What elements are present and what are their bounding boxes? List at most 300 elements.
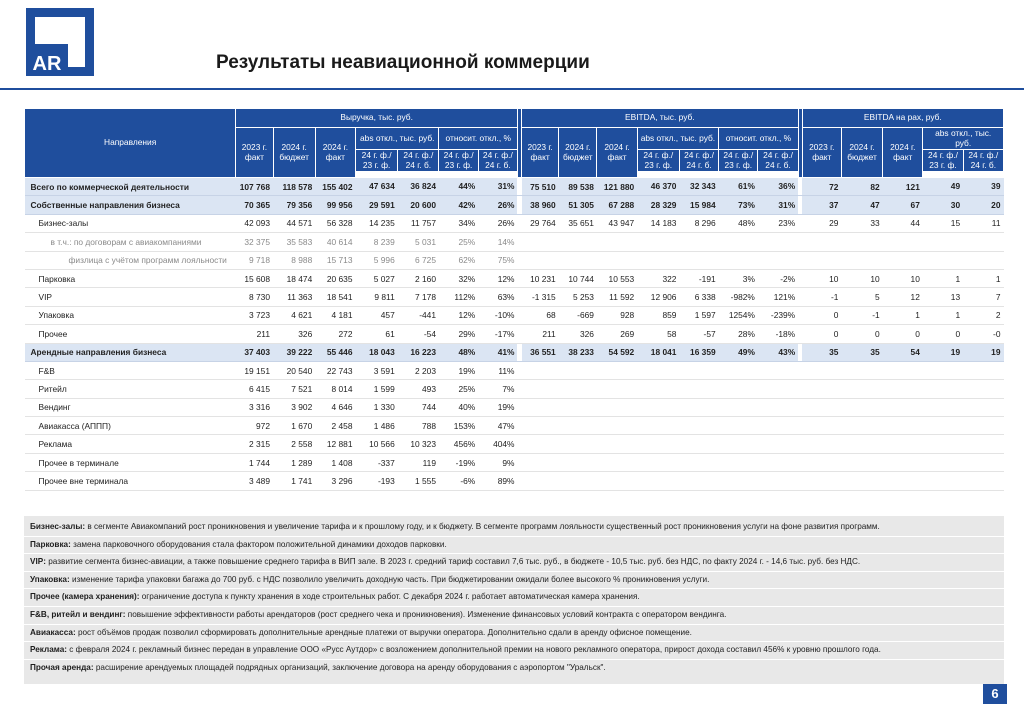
header-rev-2023-fact: 2023 г. факт	[236, 128, 273, 178]
ebitda-cell: 14 183	[637, 214, 679, 232]
rev-cell: 48%	[439, 343, 478, 361]
ebitda-cell	[719, 380, 758, 398]
rev-cell: 39 222	[273, 343, 315, 361]
pax-cell	[923, 380, 963, 398]
header-direction: Направления	[25, 109, 236, 178]
row-label: Бизнес-залы	[25, 214, 236, 232]
ebitda-cell	[758, 435, 798, 453]
pax-cell: -0	[963, 325, 1003, 343]
rev-cell: 107 768	[236, 178, 273, 196]
pax-cell: 10	[802, 269, 841, 287]
table-row	[25, 288, 1004, 306]
pax-cell: 11	[963, 214, 1003, 232]
commentary-text: в сегменте Авиакомпаний рост проникновения и увеличение тарифа и к прошлому году, и к бюджету. В сегменте программ лояльности существенный рост проникновения услуги на фоне развития программ.	[85, 522, 880, 531]
ebitda-cell	[597, 453, 637, 471]
ebitda-cell	[637, 361, 679, 379]
rev-cell: 31%	[478, 178, 517, 196]
rev-cell: 11%	[478, 361, 517, 379]
header-rev-sub-vs-2023: 24 г. ф./ 23 г. ф.	[355, 150, 397, 172]
rev-cell: -441	[398, 306, 439, 324]
ebitda-cell: 51 305	[559, 196, 597, 214]
ebitda-cell	[758, 251, 798, 269]
ebitda-cell: 322	[637, 269, 679, 287]
rev-cell: 118 578	[273, 178, 315, 196]
pax-cell: 20	[963, 196, 1003, 214]
rev-cell: 18 043	[355, 343, 397, 361]
ebitda-cell	[522, 380, 559, 398]
commentary-text: развитие сегмента бизнес-авиации, а также повышение среднего тарифа в ВИП зале. В 2023 г. средний тариф составил 7,6 тыс. руб., в бюджете - 10,5 тыс. руб. без НДС, по факту 2024 г. - 14,6 тыс. руб. без НДС.	[45, 557, 861, 567]
rev-cell: 456%	[439, 435, 478, 453]
pax-cell	[963, 251, 1003, 269]
pax-cell	[923, 417, 963, 435]
table-row	[25, 417, 1004, 435]
rev-cell: 1 408	[315, 453, 355, 471]
rev-cell: 404%	[478, 435, 517, 453]
header-rev-rel-dev: относит. откл., %	[439, 128, 518, 150]
row-label: Упаковка	[25, 306, 236, 324]
ebitda-cell	[679, 472, 718, 490]
ebitda-cell: 28%	[719, 325, 758, 343]
rev-cell: 20 540	[273, 361, 315, 379]
header-pax-2024-budget: 2024 г. бюджет	[841, 128, 882, 178]
ebitda-cell: 928	[597, 306, 637, 324]
ebitda-cell: 10 231	[522, 269, 559, 287]
rev-cell: 34%	[439, 214, 478, 232]
commentary-label: Бизнес-залы:	[30, 522, 86, 531]
ebitda-cell	[637, 251, 679, 269]
commentary-line	[30, 557, 860, 566]
rev-cell: 41%	[478, 343, 517, 361]
ebitda-cell: 1 597	[679, 306, 718, 324]
header-ebitda-2024-budget: 2024 г. бюджет	[559, 128, 597, 178]
row-label: F&B	[25, 361, 236, 379]
pax-cell: 13	[923, 288, 963, 306]
pax-cell	[841, 472, 882, 490]
ebitda-cell	[597, 435, 637, 453]
pax-cell	[923, 361, 963, 379]
rev-cell: 2 315	[236, 435, 273, 453]
ebitda-cell	[637, 233, 679, 251]
pax-cell	[883, 398, 923, 416]
ebitda-cell: -1 315	[522, 288, 559, 306]
ebitda-cell	[719, 361, 758, 379]
ebitda-cell	[758, 361, 798, 379]
pax-cell	[802, 251, 841, 269]
table-row	[25, 306, 1004, 324]
rev-cell: 40 614	[315, 233, 355, 251]
ebitda-cell	[679, 361, 718, 379]
header-rev-rel-vs-budget: 24 г. ф./ 24 г. б.	[478, 150, 517, 172]
commentary-text: изменение тарифа упаковки багажа до 700 руб. с НДС позволило увеличить доходную часть. При бюджетировании ожидали более высокого % проникновения услуги.	[69, 574, 710, 584]
pax-cell	[841, 398, 882, 416]
rev-cell: 5 027	[355, 269, 397, 287]
rev-cell: 62%	[439, 251, 478, 269]
rev-cell: 20 600	[398, 196, 439, 214]
header-rev-abs-dev: abs откл., тыс. руб.	[355, 128, 439, 150]
pax-cell: 0	[883, 325, 923, 343]
pax-cell	[802, 380, 841, 398]
ebitda-cell: 121%	[758, 288, 798, 306]
header-pax-sub-vs-budget: 24 г. ф./ 24 г. б.	[963, 150, 1003, 172]
rev-cell: 20 635	[315, 269, 355, 287]
ebitda-cell	[758, 472, 798, 490]
ebitda-cell: 89 538	[559, 178, 597, 196]
ebitda-cell: 75 510	[522, 178, 559, 196]
rev-cell: 47%	[478, 417, 517, 435]
pax-cell	[883, 361, 923, 379]
header-ebitda-abs-dev: abs откл., тыс. руб.	[637, 128, 718, 150]
ebitda-cell	[679, 251, 718, 269]
rev-cell: 7 178	[398, 288, 439, 306]
ebitda-cell: 859	[637, 306, 679, 324]
rev-cell: 29 591	[355, 196, 397, 214]
company-logo	[26, 8, 94, 76]
ebitda-cell: 43%	[758, 343, 798, 361]
table-row	[25, 325, 1004, 343]
rev-cell: 8 014	[315, 380, 355, 398]
ebitda-cell: 23%	[758, 214, 798, 232]
pax-cell: 2	[963, 306, 1003, 324]
ebitda-cell: 48%	[719, 214, 758, 232]
results-table-container	[24, 108, 1004, 512]
rev-cell: 1 670	[273, 417, 315, 435]
header-ebitda-group: EBITDA, тыс. руб.	[522, 109, 799, 128]
header-pax-sub-vs-2023: 24 г. ф./ 23 г. ф.	[923, 150, 963, 172]
rev-cell: 9%	[478, 453, 517, 471]
rev-cell: 2 160	[398, 269, 439, 287]
rev-cell: 153%	[439, 417, 478, 435]
row-label: VIP	[25, 288, 236, 306]
ebitda-cell	[679, 233, 718, 251]
rev-cell: 63%	[478, 288, 517, 306]
ebitda-cell: 38 960	[522, 196, 559, 214]
rev-cell: 10 323	[398, 435, 439, 453]
rev-cell: 8 730	[236, 288, 273, 306]
pax-cell: 10	[883, 269, 923, 287]
pax-cell	[923, 233, 963, 251]
rev-cell: 42%	[439, 196, 478, 214]
ebitda-cell	[637, 453, 679, 471]
rev-cell: 19 151	[236, 361, 273, 379]
row-label: Прочее в терминале	[25, 453, 236, 471]
ebitda-cell: 326	[559, 325, 597, 343]
ebitda-cell	[637, 380, 679, 398]
pax-cell	[923, 472, 963, 490]
rev-cell: 8 239	[355, 233, 397, 251]
header-rev-2024-fact: 2024 г. факт	[315, 128, 355, 178]
rev-cell: 36 824	[398, 178, 439, 196]
rev-cell: 16 223	[398, 343, 439, 361]
ebitda-cell: 8 296	[679, 214, 718, 232]
commentary-label: Упаковка:	[30, 574, 70, 584]
pax-cell	[963, 453, 1003, 471]
ebitda-cell	[679, 417, 718, 435]
pax-cell	[963, 398, 1003, 416]
ebitda-cell	[719, 398, 758, 416]
ebitda-cell	[522, 453, 559, 471]
rev-cell: 457	[355, 306, 397, 324]
ebitda-cell	[597, 233, 637, 251]
rev-cell: 89%	[478, 472, 517, 490]
rev-cell: -337	[355, 453, 397, 471]
rev-cell: 15 713	[315, 251, 355, 269]
ebitda-cell	[719, 251, 758, 269]
pax-cell	[802, 361, 841, 379]
page-title: Результаты неавиационной коммерции	[216, 52, 590, 73]
ebitda-cell: 1254%	[719, 306, 758, 324]
ebitda-cell: -191	[679, 269, 718, 287]
rev-cell: 4 621	[273, 306, 315, 324]
pax-cell: 33	[841, 214, 882, 232]
pax-cell	[802, 417, 841, 435]
ebitda-cell	[637, 472, 679, 490]
ebitda-cell	[559, 398, 597, 416]
rev-cell: -19%	[439, 453, 478, 471]
rev-cell: 493	[398, 380, 439, 398]
table-row	[25, 251, 1004, 269]
commentary-text: замена парковочного оборудования стала фактором положительной динамики доходов парковки.	[70, 539, 447, 549]
rev-cell: 972	[236, 417, 273, 435]
row-label: Вендинг	[25, 398, 236, 416]
table-row	[25, 178, 1004, 196]
commentary-label: Прочее (камера хранения):	[30, 592, 140, 602]
rev-cell: 788	[398, 417, 439, 435]
commentary-text: рост объёмов продаж позволил сформировать дополнительные арендные платежи от выручки оператора. Дополнительно сдали в аренду офисное помещение.	[75, 627, 692, 637]
ebitda-cell	[522, 398, 559, 416]
ebitda-cell	[719, 472, 758, 490]
pax-cell: 10	[841, 269, 882, 287]
ebitda-cell	[522, 233, 559, 251]
rev-cell: 5 031	[398, 233, 439, 251]
commentary-text: повышение эффективности работы арендаторов (рост среднего чека и проникновения). Изменение финансовых условий контракта с оператором вендинга.	[125, 610, 727, 619]
ebitda-cell: 15 984	[679, 196, 718, 214]
rev-cell: -10%	[478, 306, 517, 324]
pax-cell: 39	[963, 178, 1003, 196]
pax-cell	[923, 435, 963, 453]
pax-cell	[802, 398, 841, 416]
pax-cell	[802, 435, 841, 453]
pax-cell: 0	[841, 325, 882, 343]
rev-cell: 25%	[439, 233, 478, 251]
rev-cell: 25%	[439, 380, 478, 398]
ebitda-cell	[758, 453, 798, 471]
ebitda-cell	[719, 233, 758, 251]
pax-cell	[841, 453, 882, 471]
header-ebitda-rel-vs-budget: 24 г. ф./ 24 г. б.	[758, 150, 798, 172]
ebitda-cell	[637, 417, 679, 435]
rev-cell: 26%	[478, 196, 517, 214]
rev-cell: 2 558	[273, 435, 315, 453]
rev-cell: 10 566	[355, 435, 397, 453]
ebitda-cell	[719, 435, 758, 453]
ebitda-cell: 61%	[719, 178, 758, 196]
pax-cell: 12	[883, 288, 923, 306]
table-row	[25, 361, 1004, 379]
row-label: Прочее вне терминала	[25, 472, 236, 490]
rev-cell: 56 328	[315, 214, 355, 232]
header-pax-abs-dev: abs откл., тыс. руб.	[923, 128, 1004, 150]
ebitda-cell	[719, 417, 758, 435]
logo-text: AR	[32, 53, 62, 75]
commentary-line	[30, 522, 880, 531]
ebitda-cell: 269	[597, 325, 637, 343]
rev-cell: 42 093	[236, 214, 273, 232]
ebitda-cell	[597, 380, 637, 398]
ebitda-cell	[679, 453, 718, 471]
rev-cell: 2 458	[315, 417, 355, 435]
commentary-panel	[24, 516, 1004, 684]
pax-cell: 29	[802, 214, 841, 232]
commentary-label: Реклама:	[30, 645, 67, 655]
commentary-line	[30, 645, 881, 654]
ebitda-cell: 5 253	[559, 288, 597, 306]
pax-cell	[802, 453, 841, 471]
ebitda-cell	[597, 472, 637, 490]
rev-cell: -193	[355, 472, 397, 490]
rev-cell: 61	[355, 325, 397, 343]
ebitda-cell	[559, 453, 597, 471]
rev-cell: 22 743	[315, 361, 355, 379]
header-ebitda-2024-fact: 2024 г. факт	[597, 128, 637, 178]
commentary-line	[30, 610, 726, 619]
ebitda-cell	[522, 472, 559, 490]
ebitda-cell: 54 592	[597, 343, 637, 361]
rev-cell: 18 541	[315, 288, 355, 306]
pax-cell: 7	[963, 288, 1003, 306]
ebitda-cell	[559, 233, 597, 251]
rev-cell: 32 375	[236, 233, 273, 251]
rev-cell: 44%	[439, 178, 478, 196]
row-label: Авиакасса (АППП)	[25, 417, 236, 435]
pax-cell	[883, 233, 923, 251]
rev-cell: 19%	[439, 361, 478, 379]
ebitda-cell	[758, 233, 798, 251]
commentary-label: Прочая аренда:	[30, 662, 94, 672]
rev-cell: -54	[398, 325, 439, 343]
rev-cell: 35 583	[273, 233, 315, 251]
pax-cell	[883, 435, 923, 453]
pax-cell: 35	[841, 343, 882, 361]
row-label: Арендные направления бизнеса	[25, 343, 236, 361]
table-row	[25, 214, 1004, 232]
pax-cell	[963, 233, 1003, 251]
ebitda-cell: 121 880	[597, 178, 637, 196]
rev-cell: 40%	[439, 398, 478, 416]
ebitda-cell	[559, 435, 597, 453]
rev-cell: 99 956	[315, 196, 355, 214]
pax-cell: 72	[802, 178, 841, 196]
pax-cell	[883, 453, 923, 471]
rev-cell: 272	[315, 325, 355, 343]
ebitda-cell: 38 233	[559, 343, 597, 361]
rev-cell: 12%	[439, 306, 478, 324]
pax-cell: 19	[963, 343, 1003, 361]
rev-cell: -6%	[439, 472, 478, 490]
pax-cell	[802, 233, 841, 251]
rev-cell: 1 486	[355, 417, 397, 435]
ebitda-cell	[522, 361, 559, 379]
rev-cell: 8 988	[273, 251, 315, 269]
rev-cell: 7 521	[273, 380, 315, 398]
row-label: физлица с учётом программ лояльности	[25, 251, 236, 269]
pax-cell	[802, 472, 841, 490]
row-label: в т.ч.: по договорам с авиакомпаниями	[25, 233, 236, 251]
rev-cell: 744	[398, 398, 439, 416]
table-row	[25, 196, 1004, 214]
ebitda-cell	[597, 361, 637, 379]
pax-cell	[963, 361, 1003, 379]
pax-cell	[923, 251, 963, 269]
header-pax-2024-fact: 2024 г. факт	[883, 128, 923, 178]
table-row	[25, 380, 1004, 398]
rev-cell: 12%	[478, 269, 517, 287]
ebitda-cell	[719, 453, 758, 471]
ebitda-cell	[559, 361, 597, 379]
ebitda-cell: 32 343	[679, 178, 718, 196]
rev-cell: 7%	[478, 380, 517, 398]
commentary-text: с февраля 2024 г. рекламный бизнес передан в управление ООО «Русс Аутдор» с возложением дополнительной премии на нового рекламного оператора, прирост дохода составил 456% к уровню прошлого года.	[67, 645, 881, 655]
ebitda-cell: 58	[637, 325, 679, 343]
ebitda-cell: 3%	[719, 269, 758, 287]
pax-cell: -1	[802, 288, 841, 306]
pax-cell: 0	[923, 325, 963, 343]
rev-cell: 3 591	[355, 361, 397, 379]
ebitda-cell: 29 764	[522, 214, 559, 232]
results-table	[24, 108, 1004, 491]
rev-cell: 155 402	[315, 178, 355, 196]
commentary-label: F&B, ритейл и вендинг:	[30, 610, 126, 619]
rev-cell: 1 555	[398, 472, 439, 490]
rev-cell: 29%	[439, 325, 478, 343]
rev-cell: 5 996	[355, 251, 397, 269]
ebitda-cell: -2%	[758, 269, 798, 287]
header-revenue-group: Выручка, тыс. руб.	[236, 109, 518, 128]
pax-cell: 1	[923, 269, 963, 287]
header-rev-sub-vs-budget: 24 г. ф./ 24 г. б.	[398, 150, 439, 172]
rev-cell: 2 203	[398, 361, 439, 379]
ebitda-cell	[637, 398, 679, 416]
ebitda-cell: 11 592	[597, 288, 637, 306]
table-row	[25, 233, 1004, 251]
pax-cell	[963, 417, 1003, 435]
pax-cell	[883, 417, 923, 435]
ebitda-cell: 36 551	[522, 343, 559, 361]
ebitda-cell: 31%	[758, 196, 798, 214]
pax-cell: 54	[883, 343, 923, 361]
table-row	[25, 343, 1004, 361]
commentary-line	[30, 592, 640, 601]
rev-cell: 19%	[478, 398, 517, 416]
rev-cell: 326	[273, 325, 315, 343]
row-label: Ритейл	[25, 380, 236, 398]
rev-cell: 11 757	[398, 214, 439, 232]
ebitda-cell	[559, 380, 597, 398]
page-number: 6	[983, 684, 1007, 704]
table-row	[25, 435, 1004, 453]
pax-cell	[841, 380, 882, 398]
ebitda-cell: -239%	[758, 306, 798, 324]
pax-cell: 44	[883, 214, 923, 232]
pax-cell: 49	[923, 178, 963, 196]
ebitda-cell: 49%	[719, 343, 758, 361]
header-ebitda-rel-dev: относит. откл., %	[719, 128, 798, 150]
ebitda-cell	[559, 472, 597, 490]
header-ebitda-sub-vs-budget: 24 г. ф./ 24 г. б.	[679, 150, 718, 172]
rev-cell: 37 403	[236, 343, 273, 361]
rev-cell: 9 811	[355, 288, 397, 306]
ebitda-cell	[559, 417, 597, 435]
rev-cell: 44 571	[273, 214, 315, 232]
